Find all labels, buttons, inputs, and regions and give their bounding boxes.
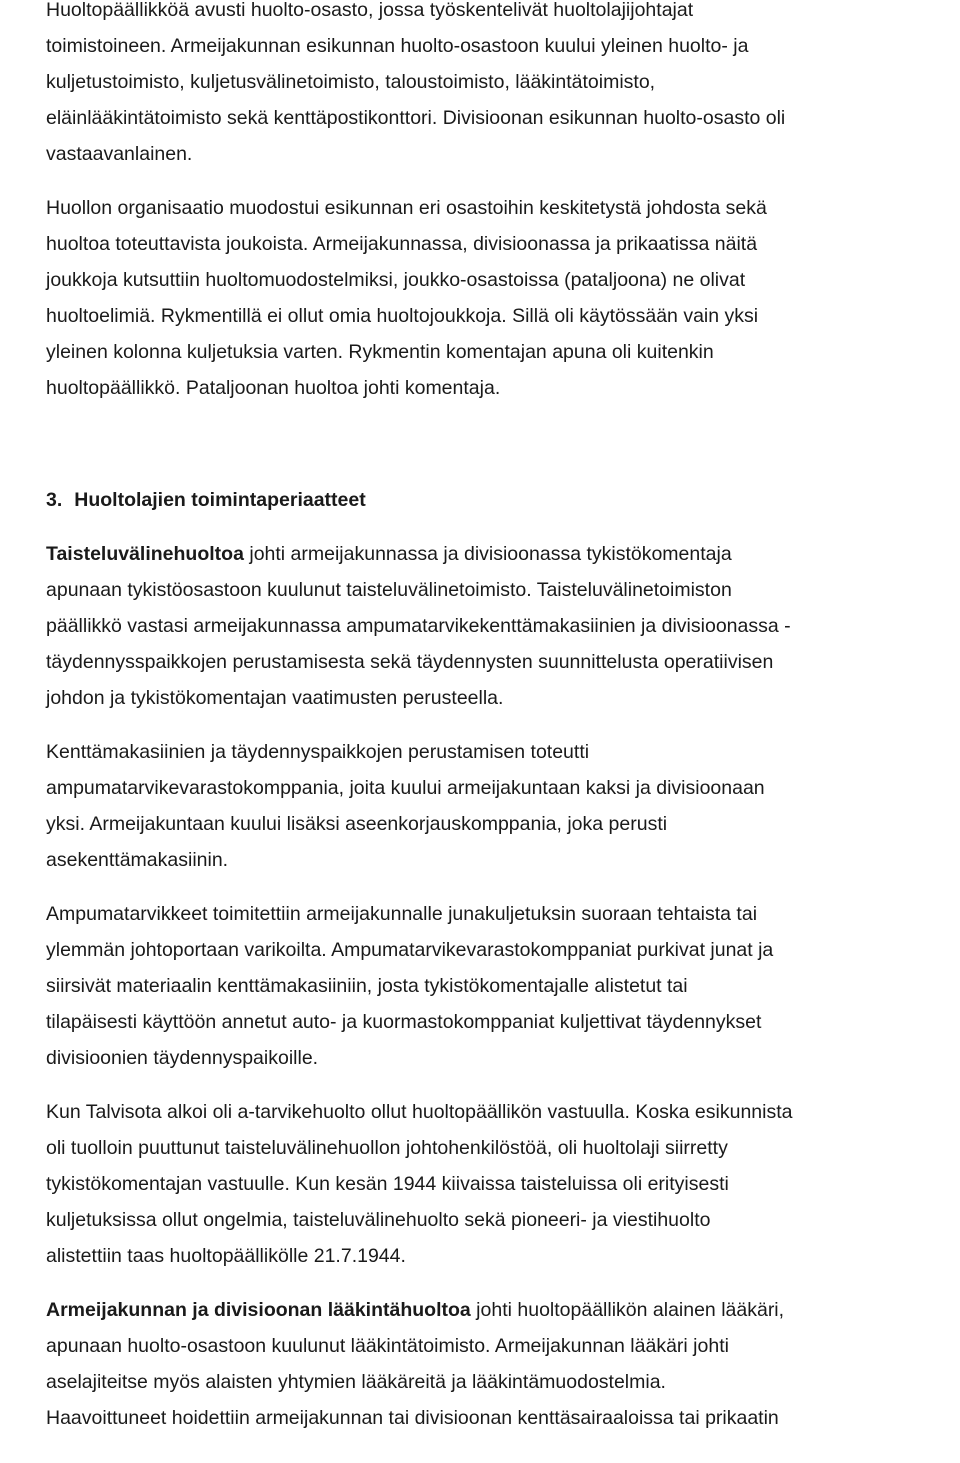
paragraph-medical-supply	[46, 1292, 956, 1436]
section-title: Huoltolajien toimintaperiaatteet	[74, 489, 366, 511]
paragraph-weapons-supply	[46, 536, 956, 716]
paragraph-winter-war: Kun Talvisota alkoi oli a-tarvikehuolto ollut huoltopäällikön vastuulla. Koska esikunnista oli tuolloin puuttunut taisteluvälinehuollon johtohenkilöstöä, oli huoltolaji siirretty tykistökomentajan vastuulle. Kun kesän 1944 kiivaissa taisteluissa oli erityisesti kuljetuksissa ollut ongelmia, taisteluvälinehuolto sekä pioneeri- ja viestihuolto alistettiin taas huoltopäällikölle 21.7.1944.	[46, 1101, 793, 1267]
paragraph-medical-supply-body: johti huoltopäällikön alainen lääkäri, apunaan huolto-osastoon kuulunut lääkintätoimisto. Armeijakunnan lääkäri johti aselajiteitse myös alaisten yhtymien lääkäreitä ja lääkintämuodostelmia. Haavoittuneet hoidettiin armeijakunnan tai divisioonan kenttäsairaaloissa tai prikaatin	[46, 1299, 785, 1429]
paragraph-organisation-staff: Huoltopäällikköä avusti huolto-osasto, jossa työskentelivät huoltolajijohtajat toimistoineen. Armeijakunnan esikunnan huolto-osastoon kuului yleinen huolto- ja kuljetustoimisto, kuljetusvälinetoimisto, taloustoimisto, lääkintätoimisto, eläinlääkintätoimisto sekä kenttäpostikonttori. Divisioonan esikunnan huolto-osasto oli vastaavanlainen.	[46, 0, 786, 165]
document-page	[46, 0, 956, 1436]
paragraph-medical-supply-lead: Armeijakunnan ja divisioonan lääkintähuoltoa	[46, 1299, 471, 1321]
paragraph-organisation-structure: Huollon organisaatio muodostui esikunnan eri osastoihin keskitetystä johdosta sekä huoltoa toteuttavista joukoista. Armeijakunnassa, divisioonassa ja prikaatissa näitä joukkoja kutsuttiin huoltomuodostelmiksi, joukko-osastoissa (pataljoona) ne olivat huoltoelimiä. Rykmentillä ei ollut omia huoltojoukkoja. Sillä oli käytössään vain yksi yleinen kolonna kuljetuksia varten. Rykmentin komentajan apuna oli kuitenkin huoltopäällikkö. Pataljoonan huoltoa johti komentaja.	[46, 197, 767, 399]
paragraph-weapons-supply-body: johti armeijakunnassa ja divisioonassa tykistökomentaja apunaan tykistöosastoon kuulunut taisteluvälinetoimisto. Taisteluvälinetoimiston päällikkö vastasi armeijakunnassa ampumatarvikekenttämakasiinien ja divisioonassa - täydennysspaikkojen perustamisesta sekä täydennysten suunnittelusta operatiivisen johdon ja tykistökomentajan vaatimusten perusteella.	[46, 543, 791, 709]
section-number: 3.	[46, 489, 63, 511]
paragraph-field-depots: Kenttämakasiinien ja täydennyspaikkojen perustamisen toteutti ampumatarvikevarastokomppania, joita kuului armeijakuntaan kaksi ja divisioonaan yksi. Armeijakuntaan kuului lisäksi aseenkorjauskomppania, joka perusti asekenttämakasiinin.	[46, 741, 765, 871]
section-heading	[46, 482, 956, 518]
paragraph-weapons-supply-lead: Taisteluvälinehuoltoa	[46, 543, 244, 565]
paragraph-ammunition-delivery: Ampumatarvikkeet toimitettiin armeijakunnalle junakuljetuksin suoraan tehtaista tai ylemmän johtoportaan varikoilta. Ampumatarvikevarastokomppaniat purkivat junat ja siirsivät materiaalin kenttämakasiiniin, josta tykistökomentajalle alistetut tai tilapäisesti käyttöön annetut auto- ja kuormastokomppaniat kuljettivat täydennykset divisioonien täydennyspaikoille.	[46, 903, 774, 1069]
